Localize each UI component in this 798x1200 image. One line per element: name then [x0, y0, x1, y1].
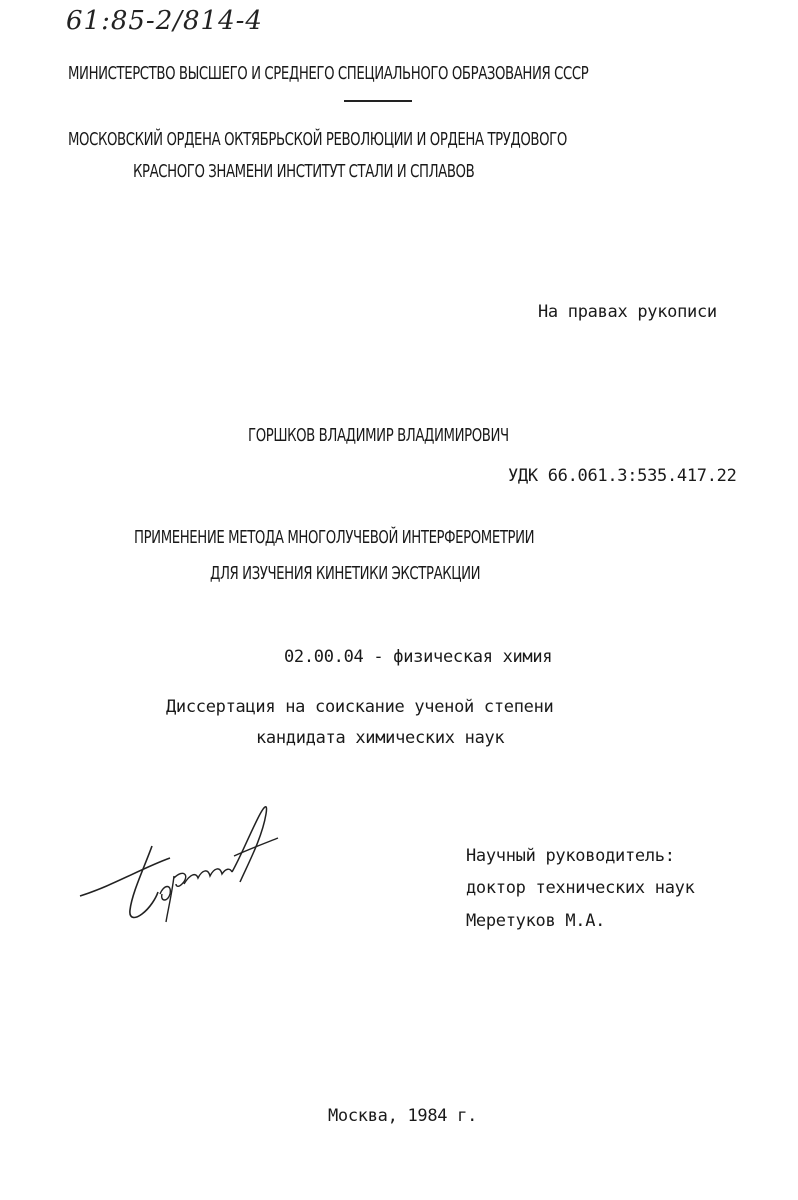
udc-code: УДК 66.061.3:535.417.22 — [508, 466, 737, 486]
supervisor-heading: Научный руководитель: — [466, 846, 675, 866]
place-date: Москва, 1984 г. — [328, 1106, 478, 1126]
degree-line-1: Диссертация на соискание ученой степени — [166, 697, 554, 717]
supervisor-name: Меретуков М.А. — [466, 911, 606, 931]
supervisor-title: доктор технических наук — [466, 878, 695, 898]
institute-line-2: КРАСНОГО ЗНАМЕНИ ИНСТИТУТ СТАЛИ И СПЛАВОВ — [133, 161, 475, 182]
specialty-code: 02.00.04 - физическая химия — [284, 647, 553, 667]
header-divider — [344, 100, 412, 102]
dissertation-title-line-1: ПРИМЕНЕНИЕ МЕТОДА МНОГОЛУЧЕВОЙ ИНТЕРФЕРОМЕТРИИ — [134, 527, 535, 548]
author-name: ГОРШКОВ ВЛАДИМИР ВЛАДИМИРОВИЧ — [248, 425, 509, 446]
dissertation-title-line-2: ДЛЯ ИЗУЧЕНИЯ КИНЕТИКИ ЭКСТРАКЦИИ — [210, 563, 481, 584]
ministry-heading: МИНИСТЕРСТВО ВЫСШЕГО И СРЕДНЕГО СПЕЦИАЛЬНОГО ОБРАЗОВАНИЯ СССР — [68, 63, 589, 84]
archive-code: 61:85-2/814-4 — [66, 6, 263, 36]
manuscript-rights: На правах рукописи — [538, 302, 717, 322]
author-signature — [72, 798, 282, 928]
degree-line-2: кандидата химических наук — [256, 728, 505, 748]
institute-line-1: МОСКОВСКИЙ ОРДЕНА ОКТЯБРЬСКОЙ РЕВОЛЮЦИИ И ОРДЕНА ТРУДОВОГО — [68, 129, 567, 150]
